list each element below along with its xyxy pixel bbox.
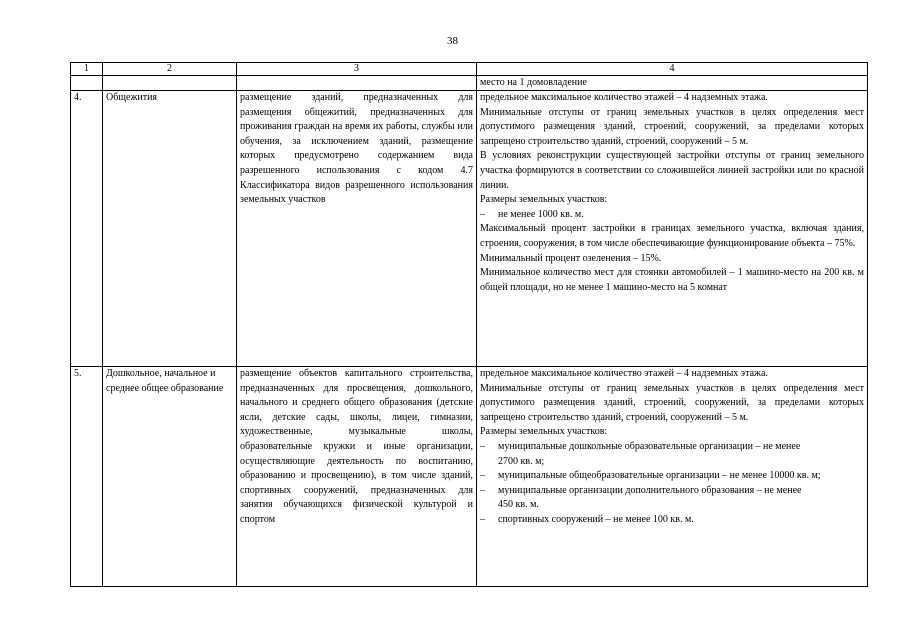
list-item-text: муниципальные дошкольные образовательные организации – не менее 2700 кв. м; [498, 440, 801, 467]
page-number: 38 [447, 35, 458, 47]
row-description: размещение зданий, предназначенных для размещения общежитий, предназначенных для проживания граждан на время их работы, службы или обучения, за исключением зданий, размещение которых предусмотрено содержанием вида разрешенного использования с кодом 4.7 Классификатора видов разрешенного использования земельных участков [237, 91, 477, 367]
param-paragraph: предельное максимальное количество этажей – 4 надземных этажа. [480, 368, 768, 379]
param-paragraph: Максимальный процент застройки в границах земельного участка, включая здания, строения, сооружения, в том числе обеспечивающие функционирование объекта – 75%. [480, 223, 864, 249]
row-parameters [477, 367, 868, 587]
dash-bullet: – [480, 470, 485, 482]
list-item [480, 513, 864, 528]
table-row [71, 367, 868, 587]
list-item-text: муниципальные организации дополнительного образования – не менее 450 кв. м. [498, 484, 802, 511]
list-item [480, 208, 864, 223]
param-paragraph: В условиях реконструкции существующей застройки отступы от границ земельного участка формируются в соответствии со сложившейся линией застройки или по красной линии. [480, 150, 864, 191]
list-item-text: муниципальные общеобразовательные организации – не менее 10000 кв. м; [498, 470, 821, 482]
dash-bullet: – [480, 440, 485, 452]
header-row [71, 63, 868, 76]
header-col-1: 1 [71, 63, 103, 76]
zoning-table [70, 62, 868, 587]
param-paragraph: Размеры земельных участков: [480, 426, 608, 438]
dash-bullet: – [480, 513, 485, 525]
param-paragraph: предельное максимальное количество этажей – 4 надземных этажа. [480, 92, 768, 103]
list-item-text: не менее 1000 кв. м. [498, 208, 584, 220]
param-paragraph: Минимальные отступы от границ земельных участков в целях определения мест допустимого размещения зданий, строений, сооружений, за пределами которых запрещено строительство зданий, строений, сооружений – 5 м. [480, 382, 864, 423]
param-paragraph: Минимальное количество мест для стоянки автомобилей – 1 машино-место на 200 кв. м общей площади, но не менее 1 машино-место на 5 комнат [480, 267, 864, 293]
continuation-row [71, 76, 868, 91]
row-parameters [477, 91, 868, 367]
list-item-text: спортивных сооружений – не менее 100 кв. м. [498, 513, 694, 525]
param-paragraph: Минимальные отступы от границ земельных участков в целях определения мест допустимого размещения зданий, строений, сооружений, за пределами которых запрещено строительство зданий, строений, сооружений – 5 м. [480, 106, 864, 147]
row-number: 4. [71, 91, 103, 367]
list-item [480, 469, 864, 484]
row-description: размещение объектов капитального строительства, предназначенных для просвещения, дошкольного, начального и среднего общего образования (детские ясли, детские сады, школы, лицеи, гимназии, художественные, музыкальные школы, образовательные кружки и иные организации, осуществляющие деятельность по воспитанию, образованию и просвещению), в том числе зданий, спортивных сооружений, предназначенных для занятия обучающихся физической культурой и спортом [237, 367, 477, 587]
header-col-4: 4 [477, 63, 868, 76]
continuation-text: место на 1 домовладение [477, 76, 868, 91]
header-col-2: 2 [103, 63, 237, 76]
list-item [480, 484, 864, 513]
list-item [480, 440, 864, 469]
param-paragraph: Минимальный процент озеленения – 15%. [480, 252, 662, 264]
row-number: 5. [71, 367, 103, 587]
row-name: Дошкольное, начальное и среднее общее образование [103, 367, 237, 587]
dash-bullet: – [480, 208, 485, 220]
dash-bullet: – [480, 484, 485, 496]
row-name: Общежития [103, 91, 237, 367]
param-paragraph: Размеры земельных участков: [480, 194, 608, 206]
table-row [71, 91, 868, 367]
header-col-3: 3 [237, 63, 477, 76]
